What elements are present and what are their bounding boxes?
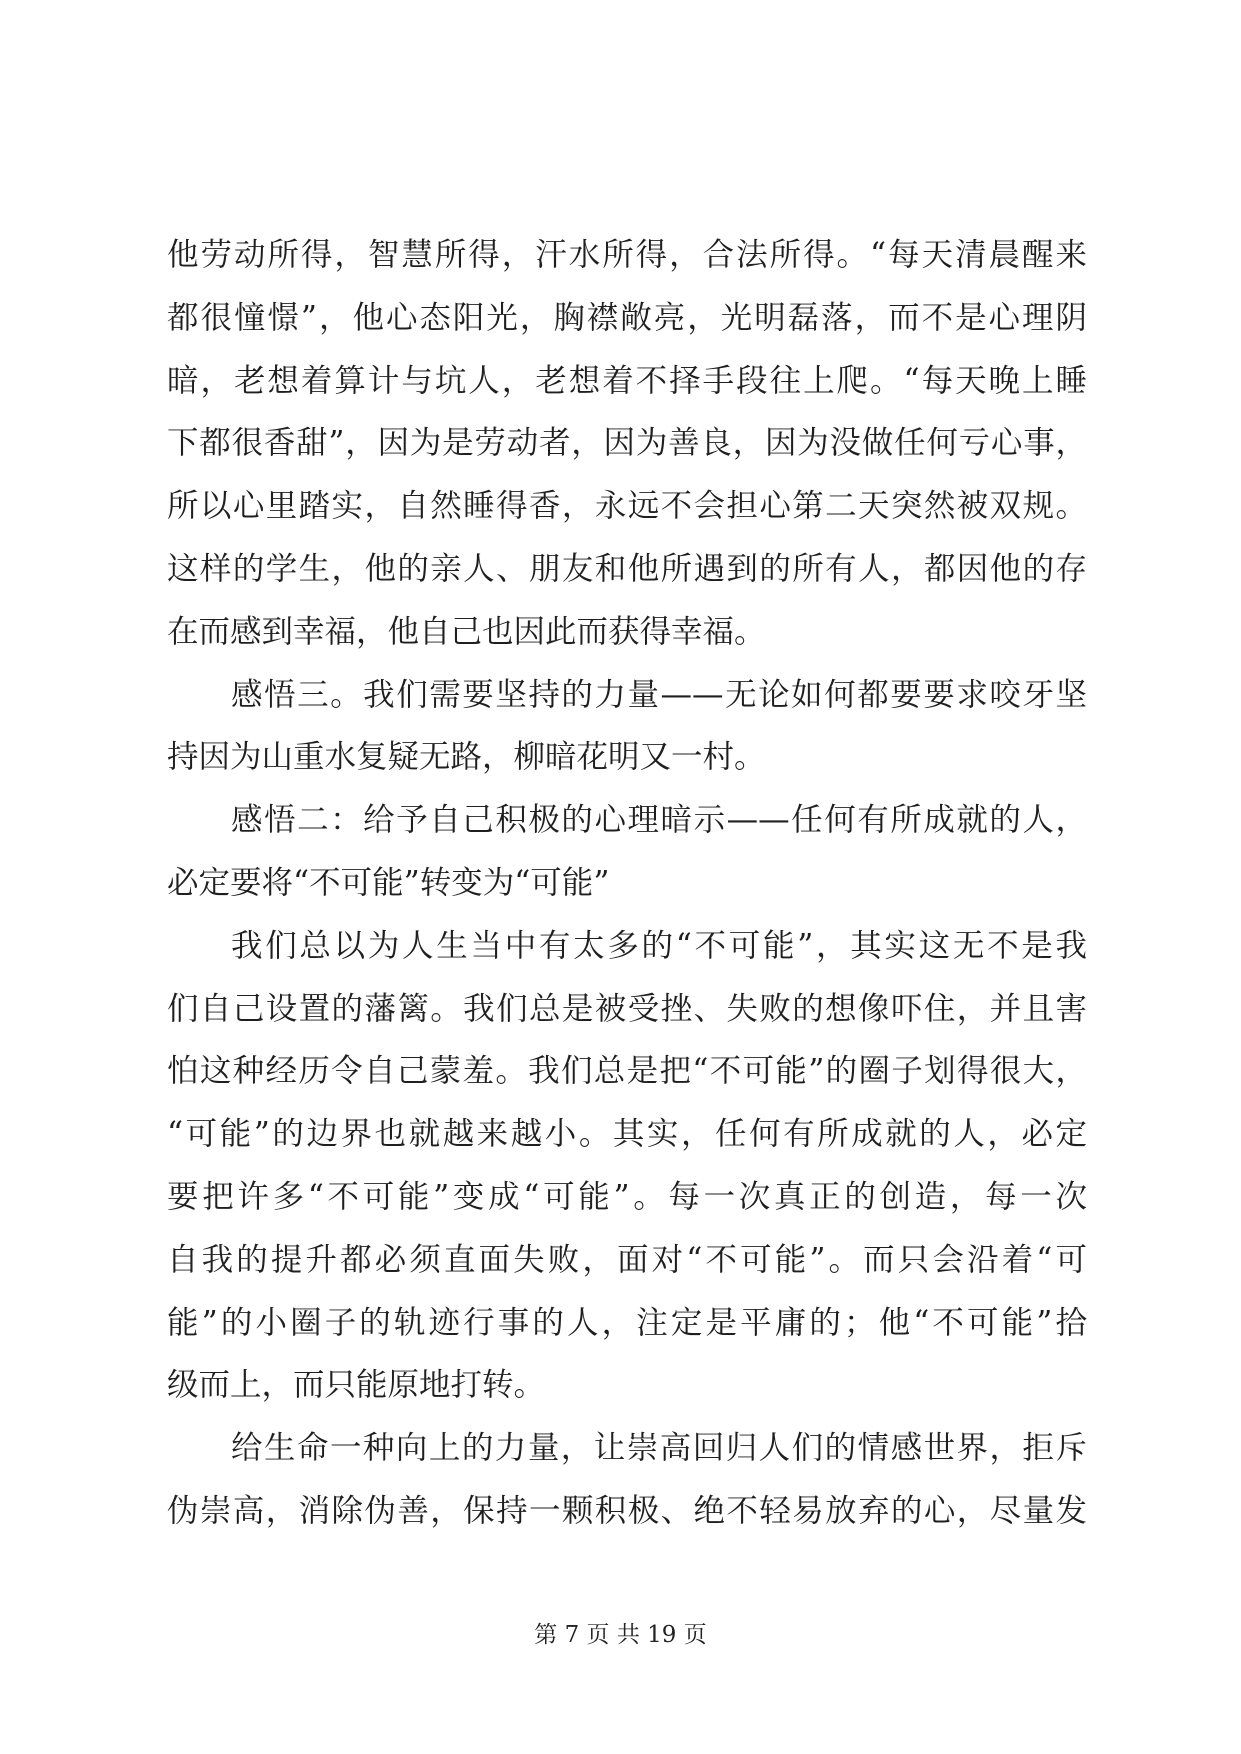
text-line: “可能”的边界也就越来越小。其实，任何有所成就的人，必定 bbox=[167, 1116, 1087, 1153]
document-body bbox=[167, 224, 1087, 1543]
text-line: 们自己设置的藩篱。我们总是被受挫、失败的想像吓住，并且害 bbox=[167, 990, 1087, 1027]
text-line: 所以心里踏实，自然睡得香，永远不会担心第二天突然被双规。 bbox=[167, 488, 1087, 525]
text-line: 这样的学生，他的亲人、朋友和他所遇到的所有人，都因他的存 bbox=[167, 550, 1087, 587]
text-line: 感悟三。我们需要坚持的力量——无论如何都要要求咬牙坚 bbox=[231, 676, 1087, 713]
text-line: 暗，老想着算计与坑人，老想着不择手段往上爬。“每天晚上睡 bbox=[167, 362, 1087, 399]
text-line: 给生命一种向上的力量，让崇高回归人们的情感世界，拒斥 bbox=[231, 1430, 1087, 1467]
text-line: 我们总以为人生当中有太多的“不可能”，其实这无不是我 bbox=[231, 927, 1087, 964]
text-line: 持因为山重水复疑无路，柳暗花明又一村。 bbox=[167, 739, 766, 776]
text-line: 伪崇高，消除伪善，保持一颗积极、绝不轻易放弃的心，尽量发 bbox=[167, 1492, 1087, 1529]
text-line: 要把许多“不可能”变成“可能”。每一次真正的创造，每一次 bbox=[167, 1178, 1087, 1215]
text-line: 他劳动所得，智慧所得，汗水所得，合法所得。“每天清晨醒来 bbox=[167, 237, 1087, 273]
text-line: 感悟二：给予自己积极的心理暗示——任何有所成就的人， bbox=[231, 802, 1087, 839]
text-line: 在而感到幸福，他自己也因此而获得幸福。 bbox=[167, 613, 766, 650]
text-line: 必定要将“不可能”转变为“可能” bbox=[167, 864, 610, 901]
text-line: 下都很香甜”，因为是劳动者，因为善良，因为没做任何亏心事， bbox=[167, 425, 1087, 462]
text-line: 都很憧憬”，他心态阳光，胸襟敞亮，光明磊落，而不是心理阴 bbox=[167, 299, 1087, 336]
page-number-footer: 第 7 页 共 19 页 bbox=[534, 1622, 707, 1648]
text-line: 能”的小圈子的轨迹行事的人，注定是平庸的；他“不可能”拾 bbox=[167, 1304, 1087, 1341]
text-line: 级而上，而只能原地打转。 bbox=[167, 1367, 546, 1404]
text-line: 自我的提升都必须直面失败，面对“不可能”。而只会沿着“可 bbox=[167, 1241, 1087, 1278]
text-line: 怕这种经历令自己蒙羞。我们总是把“不可能”的圈子划得很大， bbox=[167, 1053, 1087, 1090]
